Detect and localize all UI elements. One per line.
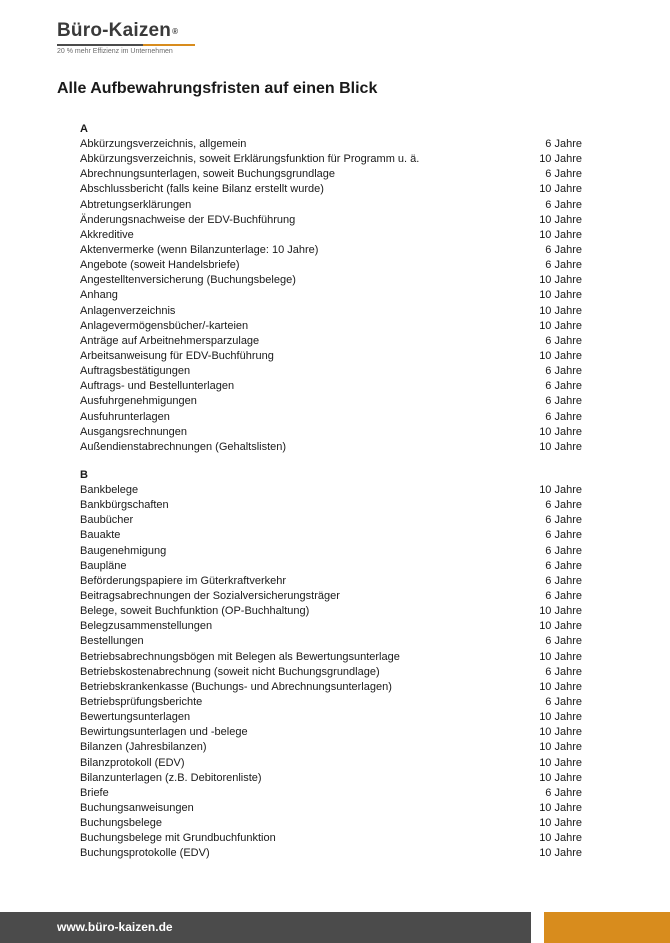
list-item (80, 273, 582, 288)
list-item (80, 440, 582, 455)
retention-period: 10 Jahre (539, 801, 582, 814)
entry-list (80, 137, 582, 455)
list-item (80, 574, 582, 589)
list-item (80, 786, 582, 801)
list-item (80, 619, 582, 634)
document-type: Bestellungen (80, 635, 144, 648)
retention-period: 10 Jahre (539, 425, 582, 438)
entry-list (80, 483, 582, 862)
retention-period: 6 Jahre (545, 665, 582, 678)
footer-accent-block (544, 912, 670, 943)
retention-period: 6 Jahre (545, 529, 582, 542)
retention-period: 10 Jahre (539, 274, 582, 287)
list-item (80, 725, 582, 740)
document-type: Auftrags- und Bestellunterlagen (80, 380, 235, 393)
list-item (80, 589, 582, 604)
document-type: Auftragsbestätigungen (80, 365, 191, 378)
retention-period: 6 Jahre (545, 198, 582, 211)
logo-underline-orange (143, 44, 195, 46)
retention-period: 10 Jahre (539, 228, 582, 241)
document-type: Arbeitsanweisung für EDV-Buchführung (80, 349, 274, 362)
document-type: Aktenvermerke (wenn Bilanzunterlage: 10 Jahre) (80, 243, 319, 256)
document-type: Ausgangsrechnungen (80, 425, 188, 438)
list-item (80, 410, 582, 425)
document-type: Angestelltenversicherung (Buchungsbelege) (80, 274, 296, 287)
retention-period: 6 Jahre (545, 138, 582, 150)
document-type: Buchungsanweisungen (80, 801, 194, 814)
document-type: Bankbelege (80, 484, 139, 496)
brand-logo (57, 20, 179, 55)
document-type: Bilanzunterlagen (z.B. Debitorenliste) (80, 771, 262, 784)
section-letter: B (80, 469, 88, 481)
retention-period: 10 Jahre (539, 484, 582, 496)
document-type: Bilanzprotokoll (EDV) (80, 756, 185, 769)
document-type: Änderungsnachweise der EDV-Buchführung (80, 213, 296, 226)
retention-period: 6 Jahre (545, 786, 582, 799)
retention-period: 10 Jahre (539, 817, 582, 830)
list-item (80, 364, 582, 379)
list-item (80, 634, 582, 649)
retention-period: 6 Jahre (545, 544, 582, 557)
list-item (80, 304, 582, 319)
list-item (80, 182, 582, 197)
list-item (80, 167, 582, 182)
document-type: Anträge auf Arbeitnehmersparzulage (80, 334, 260, 347)
retention-period: 6 Jahre (545, 259, 582, 272)
retention-period: 10 Jahre (539, 680, 582, 693)
list-item (80, 831, 582, 846)
list-item (80, 513, 582, 528)
logo-text: Büro-Kaizen (57, 20, 172, 41)
logo-tagline: 20 % mehr Effizienz im Unternehmen (57, 48, 173, 55)
document-type: Baupläne (80, 559, 127, 572)
document-type: Baugenehmigung (80, 544, 167, 557)
retention-period: 10 Jahre (539, 304, 582, 317)
footer-bar (0, 912, 531, 943)
list-item (80, 604, 582, 619)
list-item (80, 710, 582, 725)
retention-period: 10 Jahre (539, 650, 582, 663)
document-type: Buchungsprotokolle (EDV) (80, 847, 210, 860)
document-type: Abschlussbericht (falls keine Bilanz erstellt wurde) (80, 183, 324, 196)
retention-period: 6 Jahre (545, 365, 582, 378)
list-item (80, 425, 582, 440)
list-item (80, 665, 582, 680)
document-type: Ausfuhrgenehmigungen (80, 395, 197, 408)
list-item (80, 152, 582, 167)
document-type: Belege, soweit Buchfunktion (OP-Buchhaltung) (80, 605, 310, 618)
retention-period: 10 Jahre (539, 440, 582, 453)
list-item (80, 756, 582, 771)
retention-period: 6 Jahre (545, 499, 582, 512)
retention-period: 10 Jahre (539, 289, 582, 302)
document-type: Bewertungsunterlagen (80, 711, 191, 724)
retention-period: 10 Jahre (539, 349, 582, 362)
footer-website-link[interactable]: www.büro-kaizen.de (57, 920, 173, 934)
retention-period: 6 Jahre (545, 395, 582, 408)
list-item (80, 801, 582, 816)
document-type: Betriebsabrechnungsbögen mit Belegen als Bewertungsunterlage (80, 650, 400, 663)
registered-mark: ® (172, 27, 179, 36)
section-letter: A (80, 123, 88, 135)
list-item (80, 846, 582, 861)
retention-period: 6 Jahre (545, 334, 582, 347)
document-type: Außendienstabrechnungen (Gehaltslisten) (80, 440, 287, 453)
retention-period: 6 Jahre (545, 410, 582, 423)
document-type: Beitragsabrechnungen der Sozialversicherungsträger (80, 589, 340, 602)
list-item (80, 483, 582, 498)
document-type: Anlagevermögensbücher/-karteien (80, 319, 249, 332)
list-item (80, 498, 582, 513)
list-item (80, 379, 582, 394)
list-item (80, 319, 582, 334)
document-type: Abkürzungsverzeichnis, allgemein (80, 138, 247, 150)
retention-period: 10 Jahre (539, 711, 582, 724)
list-item (80, 334, 582, 349)
retention-period: 6 Jahre (545, 635, 582, 648)
retention-period: 10 Jahre (539, 756, 582, 769)
list-item (80, 544, 582, 559)
page-title: Alle Aufbewahrungsfristen auf einen Blick (57, 80, 378, 97)
document-type: Bewirtungsunterlagen und -belege (80, 726, 248, 739)
document-type: Beförderungspapiere im Güterkraftverkehr (80, 574, 287, 587)
list-item (80, 228, 582, 243)
list-item (80, 528, 582, 543)
retention-period: 10 Jahre (539, 741, 582, 754)
list-item (80, 349, 582, 364)
document-type: Buchungsbelege mit Grundbuchfunktion (80, 832, 276, 845)
list-item (80, 771, 582, 786)
list-item (80, 695, 582, 710)
retention-period: 10 Jahre (539, 771, 582, 784)
document-type: Anhang (80, 289, 118, 302)
document-type: Betriebskostenabrechnung (soweit nicht Buchungsgrundlage) (80, 665, 380, 678)
retention-period: 6 Jahre (545, 514, 582, 527)
document-type: Baubücher (80, 514, 134, 527)
list-item (80, 740, 582, 755)
list-item (80, 816, 582, 831)
document-type: Abrechnungsunterlagen, soweit Buchungsgrundlage (80, 168, 336, 181)
retention-period: 10 Jahre (539, 153, 582, 166)
document-type: Abkürzungsverzeichnis, soweit Erklärungsfunktion für Programm u. ä. (80, 153, 420, 166)
retention-period: 10 Jahre (539, 319, 582, 332)
section-a (80, 122, 582, 455)
retention-period: 6 Jahre (545, 168, 582, 181)
document-type: Abtretungserklärungen (80, 198, 192, 211)
list-item (80, 198, 582, 213)
logo-wordmark (57, 20, 178, 42)
document-type: Angebote (soweit Handelsbriefe) (80, 259, 240, 272)
list-item (80, 559, 582, 574)
document-type: Buchungsbelege (80, 817, 162, 830)
list-item (80, 137, 582, 152)
document-type: Ausfuhrunterlagen (80, 410, 170, 423)
retention-period: 10 Jahre (539, 847, 582, 860)
document-type: Bauakte (80, 529, 121, 542)
document-type: Betriebsprüfungsberichte (80, 695, 203, 708)
list-item (80, 394, 582, 409)
document-type: Akkreditive (80, 228, 134, 241)
list-item (80, 650, 582, 665)
document-type: Briefe (80, 786, 109, 799)
document-type: Anlagenverzeichnis (80, 304, 176, 317)
document-type: Bilanzen (Jahresbilanzen) (80, 741, 207, 754)
logo-underline (57, 44, 195, 46)
list-item (80, 288, 582, 303)
list-item (80, 258, 582, 273)
logo-underline-grey (57, 44, 143, 46)
document-type: Bankbürgschaften (80, 499, 169, 512)
retention-period: 10 Jahre (539, 183, 582, 196)
list-item (80, 680, 582, 695)
section-b (80, 468, 582, 862)
retention-period: 6 Jahre (545, 574, 582, 587)
list-item (80, 213, 582, 228)
list-item (80, 243, 582, 258)
retention-period: 10 Jahre (539, 620, 582, 633)
document-type: Betriebskrankenkasse (Buchungs- und Abrechnungsunterlagen) (80, 680, 392, 693)
retention-period: 6 Jahre (545, 380, 582, 393)
retention-period: 6 Jahre (545, 589, 582, 602)
retention-period: 10 Jahre (539, 726, 582, 739)
retention-period: 6 Jahre (545, 243, 582, 256)
retention-period: 6 Jahre (545, 695, 582, 708)
retention-period: 10 Jahre (539, 605, 582, 618)
document-type: Belegzusammenstellungen (80, 620, 213, 633)
retention-period: 10 Jahre (539, 832, 582, 845)
retention-period: 10 Jahre (539, 213, 582, 226)
retention-period: 6 Jahre (545, 559, 582, 572)
